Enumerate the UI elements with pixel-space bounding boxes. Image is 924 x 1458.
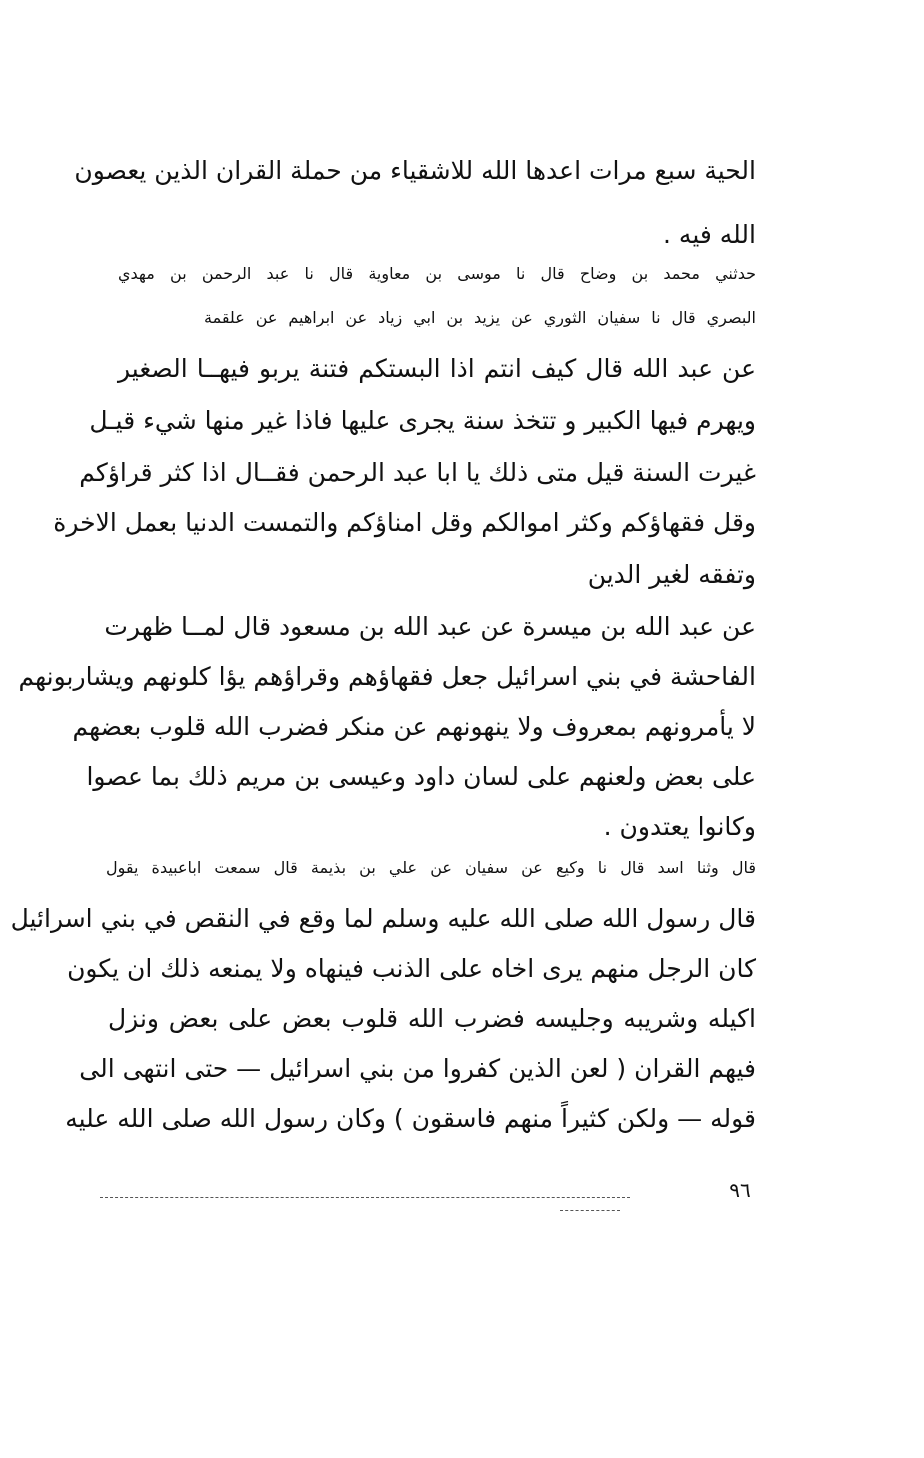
text-line-18: اكيله وشريبه وجليسه فضرب الله قلوب بعض على بعض ونزل (108, 1004, 756, 1033)
text-line-10: عن عبد الله بن ميسرة عن عبد الله بن مسعود قال لمــا ظهرت (104, 612, 756, 641)
text-line-17: كان الرجل منهم يرى اخاه على الذنب فينهاه ولا يمنعه ذلك ان يكون (67, 954, 756, 983)
text-line-3: حدثني محمد بن وضاح قال نا موسى بن معاوية قال نا عبد الرحمن بن مهدي (118, 264, 756, 283)
text-line-19: فيهم القران ( لعن الذين كفروا من بني اسرائيل — حتى انتهى الى (79, 1054, 756, 1083)
text-line-6: ويهرم فيها الكبير و تتخذ سنة يجرى عليها فاذا غير منها شيء قيـل (89, 406, 756, 435)
text-line-16: قال رسول الله صلى الله عليه وسلم لما وقع في النقص في بني اسرائيل (10, 904, 756, 933)
text-line-20: قوله — ولكن كثيراً منهم فاسقون ) وكان رسول الله صلى الله عليه (65, 1104, 756, 1133)
text-line-11: الفاحشة في بني اسرائيل جعل فقهاؤهم وقراؤهم يؤا كلونهم ويشاربونهم (18, 662, 756, 691)
text-line-1: الحية سبع مرات اعدها الله للاشقياء من حملة القران الذين يعصون (74, 156, 756, 185)
footer-rule (100, 1197, 630, 1198)
text-line-9: وتفقه لغير الدين (587, 560, 756, 589)
text-line-12: لا يأمرونهم بمعروف ولا ينهونهم عن منكر فضرب الله قلوب بعضهم (72, 712, 756, 741)
text-line-4: البصري قال نا سفيان الثوري عن يزيد بن ابي زياد عن ابراهيم عن علقمة (204, 308, 756, 327)
text-line-5: عن عبد الله قال كيف انتم اذا البستكم فتنة يربو فيهــا الصغير (118, 354, 756, 383)
text-line-15: قال وثنا اسد قال نا وكيع عن سفيان عن علي بن بذيمة قال سمعت اباعبيدة يقول (106, 858, 756, 877)
text-line-2: الله فيه . (663, 220, 756, 249)
page-number: ٩٦ (729, 1178, 751, 1202)
text-line-8: وقل فقهاؤكم وكثر اموالكم وقل امناؤكم والتمست الدنيا بعمل الاخرة (53, 508, 756, 537)
footer-rule-short (560, 1210, 620, 1211)
text-line-14: وكانوا يعتدون . (603, 812, 756, 841)
text-line-7: غيرت السنة قيل متى ذلك يا ابا عبد الرحمن فقــال اذا كثر قراؤكم (79, 458, 756, 487)
text-line-13: على بعض ولعنهم على لسان داود وعيسى بن مريم ذلك بما عصوا (86, 762, 756, 791)
